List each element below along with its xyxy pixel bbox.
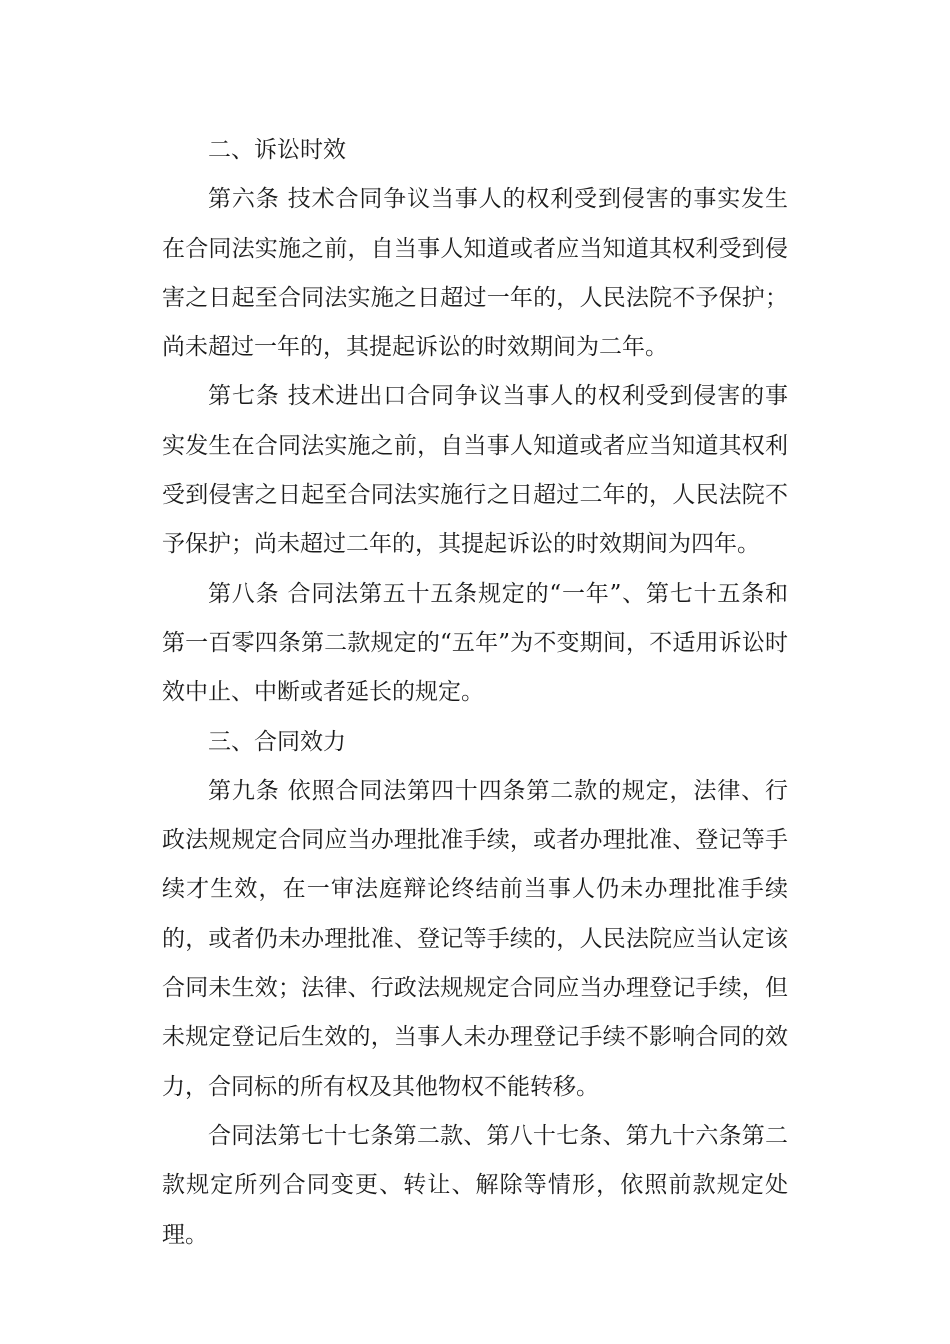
document-page xyxy=(162,126,788,1260)
section-heading-limitation: 二、诉讼时效 xyxy=(208,137,346,163)
article-7-paragraph: 第七条 技术进出口合同争议当事人的权利受到侵害的事实发生在合同法实施之前，自当事人知道或者应当知道其权利受到侵害之日起至合同法实施行之日超过二年的，人民法院不予保护；尚未超过二年的，其提起诉讼的时效期间为四年。 xyxy=(162,383,788,558)
article-9-paragraph: 第九条 依照合同法第四十四条第二款的规定，法律、行政法规规定合同应当办理批准手续，或者办理批准、登记等手续才生效，在一审法庭辩论终结前当事人仍未办理批准手续的，或者仍未办理批准、登记等手续的，人民法院应当认定该合同未生效；法律、行政法规规定合同应当办理登记手续，但未规定登记后生效的，当事人未办理登记手续不影响合同的效力，合同标的所有权及其他物权不能转移。 xyxy=(162,777,788,1100)
article-8-paragraph: 第八条 合同法第五十五条规定的“一年”、第七十五条和第一百零四条第二款规定的“五年”为不变期间，不适用诉讼时效中止、中断或者延长的规定。 xyxy=(162,580,788,706)
article-9-supplement-paragraph: 合同法第七十七条第二款、第八十七条、第九十六条第二款规定所列合同变更、转让、解除等情形，依照前款规定处理。 xyxy=(162,1122,788,1248)
article-6-paragraph: 第六条 技术合同争议当事人的权利受到侵害的事实发生在合同法实施之前，自当事人知道或者应当知道其权利受到侵害之日起至合同法实施之日超过一年的，人民法院不予保护；尚未超过一年的，其提起诉讼的时效期间为二年。 xyxy=(162,186,788,361)
section-heading-validity: 三、合同效力 xyxy=(208,728,346,755)
